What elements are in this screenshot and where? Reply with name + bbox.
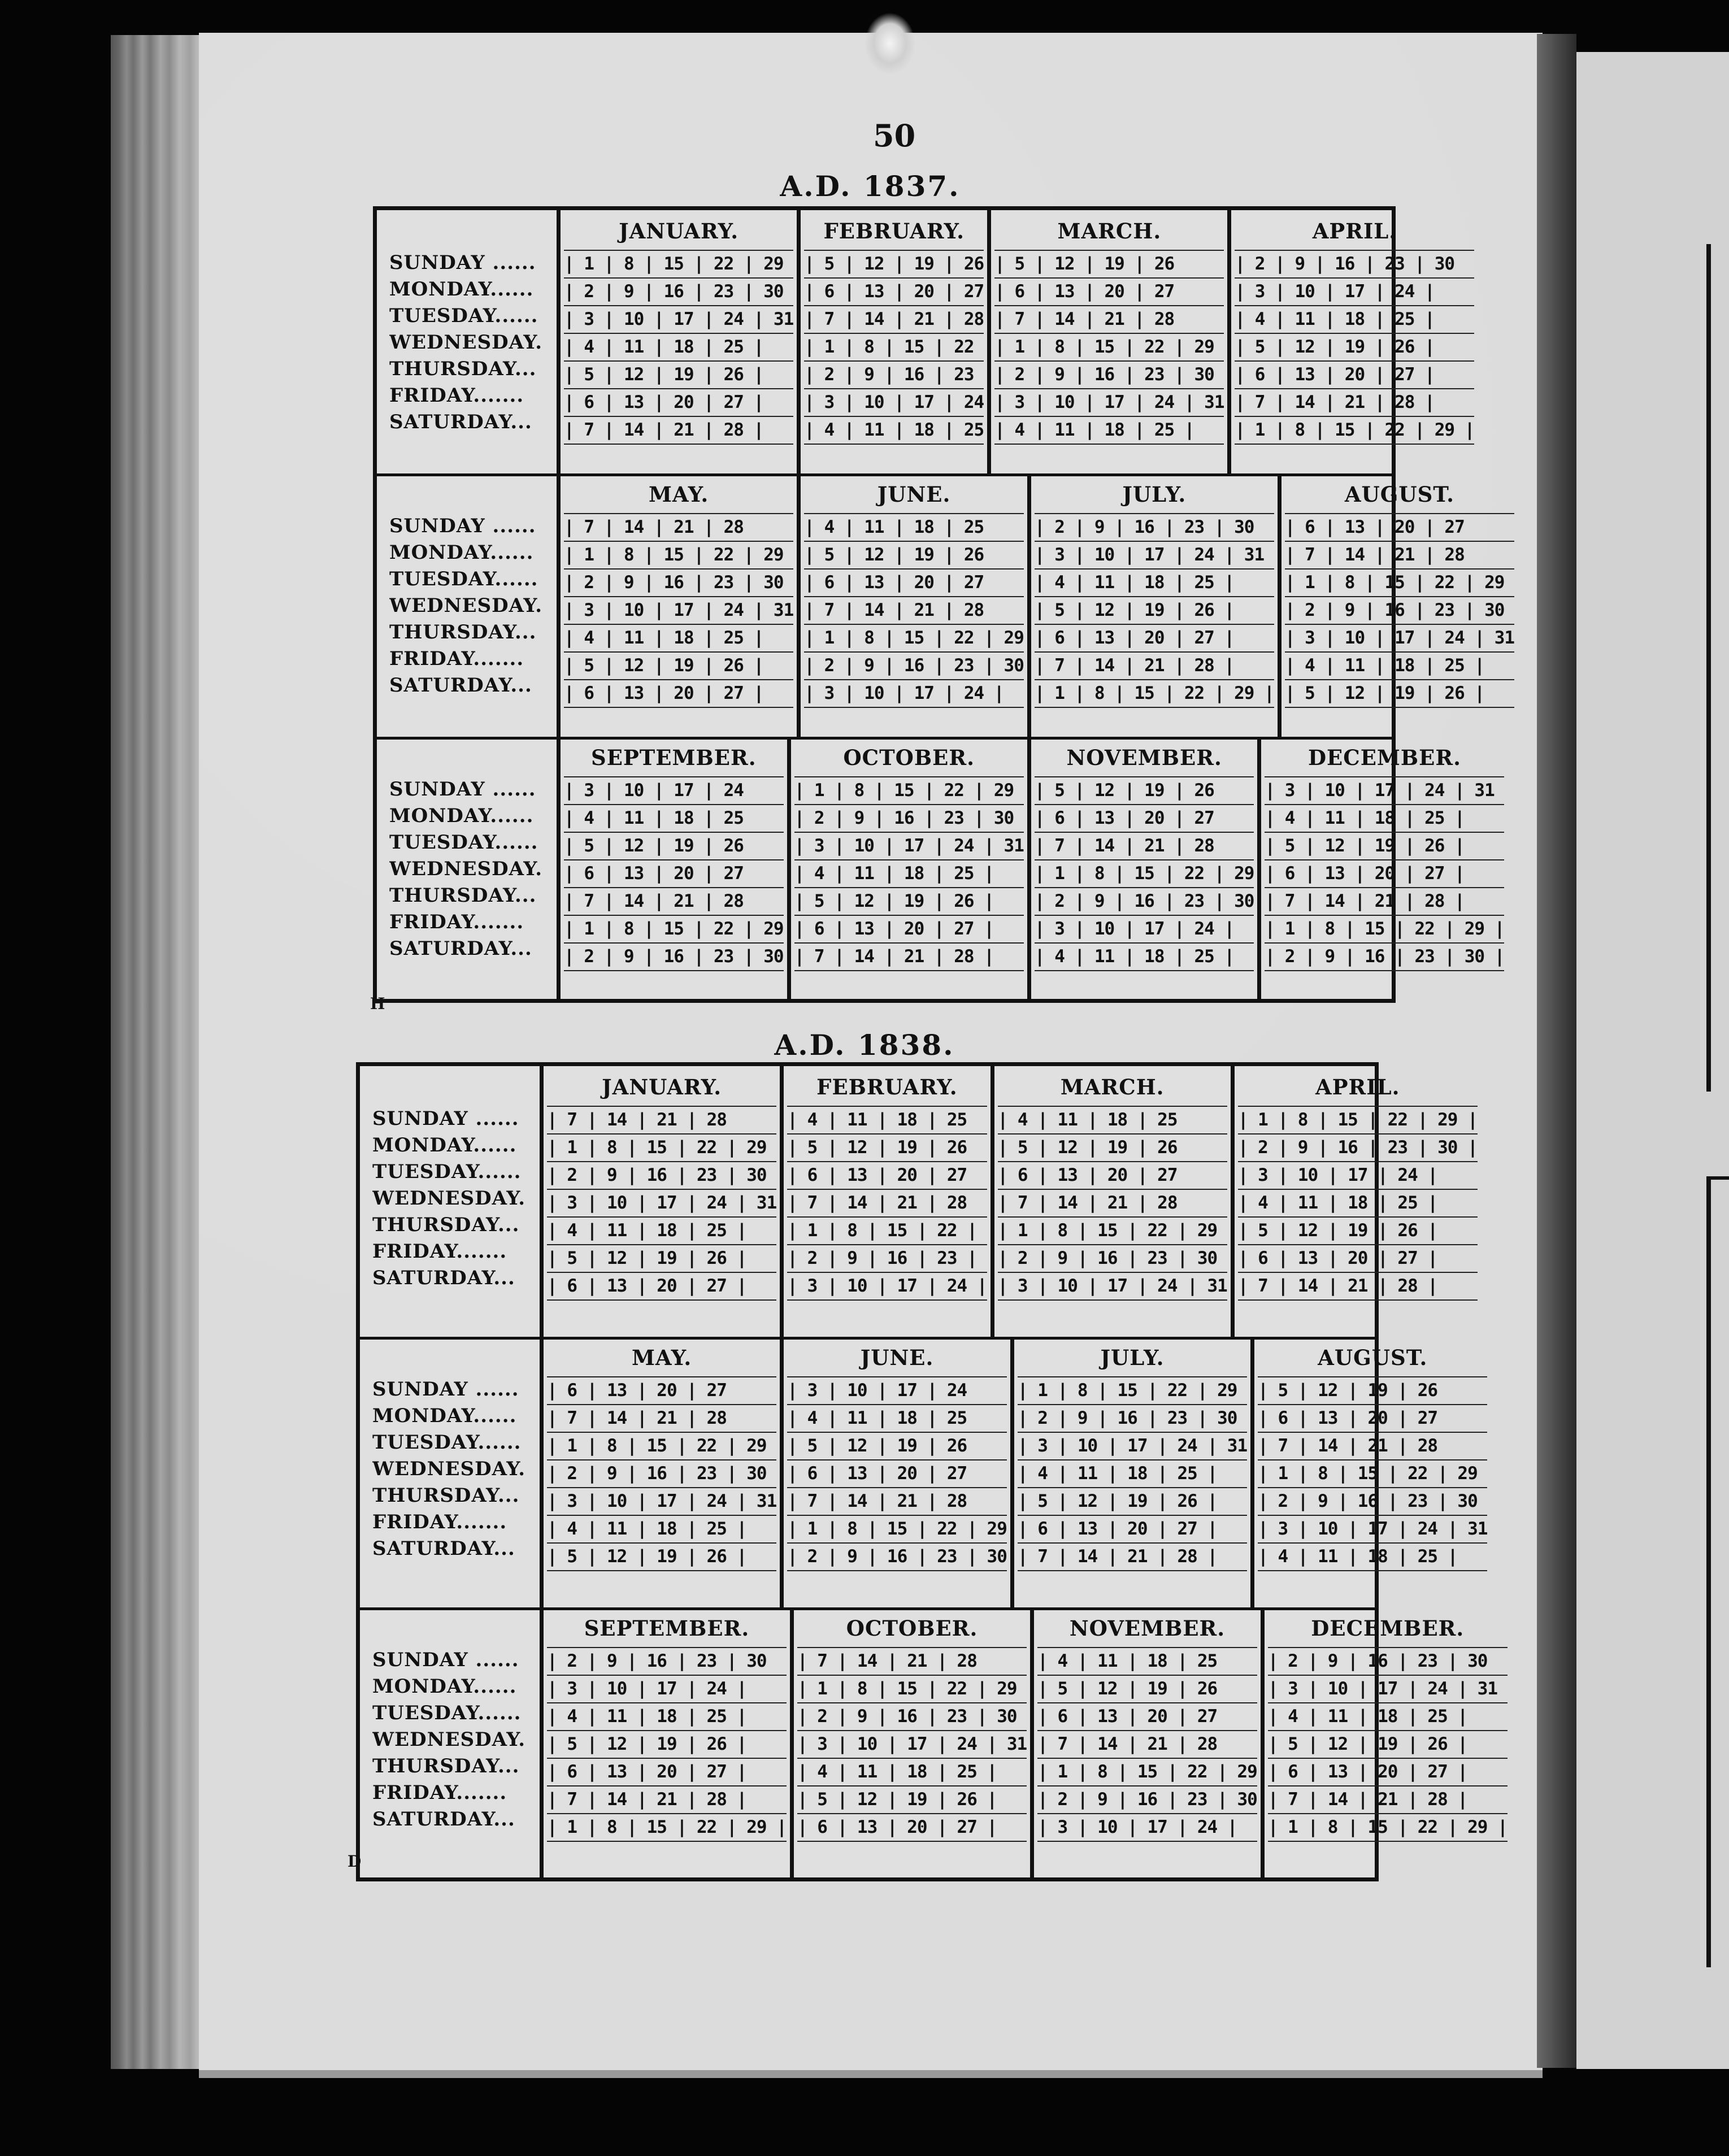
day-name: WEDNESDAY. <box>389 594 543 617</box>
month-name: JANUARY. <box>602 1075 722 1099</box>
day-name: WEDNESDAY. <box>389 331 543 354</box>
date-line: | 1 | 8 | 15 | 22 | 29 <box>564 915 784 942</box>
date-line: | 4 | 11 | 18 | 25 | <box>547 1702 787 1730</box>
date-line: | 1 | 8 | 15 | 22 | <box>787 1216 987 1244</box>
month-name: SEPTEMBER. <box>591 745 757 770</box>
date-line: | 3 | 10 | 17 | 24 | <box>547 1675 787 1702</box>
month-name: SEPTEMBER. <box>584 1616 750 1641</box>
facing-page-rule <box>1706 1176 1711 1967</box>
day-name: FRIDAY....... <box>372 1781 507 1804</box>
month-block <box>780 1066 990 1337</box>
date-line: | 6 | 13 | 20 | 27 <box>1285 513 1514 541</box>
date-line: | 6 | 13 | 20 | 27 | <box>1268 1758 1508 1785</box>
date-line: | 6 | 13 | 20 | 27 | <box>1035 624 1274 651</box>
month-name: DECEMBER. <box>1311 1616 1465 1641</box>
month-block <box>1030 1607 1261 1878</box>
date-line: | 2 | 9 | 16 | 23 | 30 <box>1037 1785 1257 1813</box>
signature-mark: D <box>347 1852 362 1871</box>
date-line: | 5 | 12 | 19 | 26 | <box>564 360 793 388</box>
date-line: | 6 | 13 | 20 | 27 | <box>547 1758 787 1785</box>
date-line: | 4 | 11 | 18 | 25 | <box>1238 1189 1478 1216</box>
date-line: | 1 | 8 | 15 | 22 | 29 <box>1037 1758 1257 1785</box>
month-block <box>1261 1607 1511 1878</box>
date-line: | 1 | 8 | 15 | 22 | 29 | <box>1268 1813 1508 1842</box>
day-name: SUNDAY ...... <box>372 1649 519 1671</box>
date-line: | 3 | 10 | 17 | 24 | 31 <box>998 1272 1227 1301</box>
date-line: | 6 | 13 | 20 | 27 | <box>794 915 1024 942</box>
day-names-column <box>377 473 557 737</box>
day-name: TUESDAY...... <box>389 568 538 590</box>
month-block <box>1010 1337 1250 1607</box>
month-name: DECEMBER. <box>1307 745 1461 770</box>
date-line: | 6 | 13 | 20 | 27 | <box>564 388 793 416</box>
date-line: | 3 | 10 | 17 | 24 | 31 <box>564 305 793 333</box>
day-name: SATURDAY... <box>372 1267 515 1289</box>
calendar-row <box>377 473 1515 740</box>
day-name: SATURDAY... <box>389 674 532 697</box>
date-line: | 6 | 13 | 20 | 27 | <box>547 1272 776 1301</box>
month-block <box>987 210 1227 473</box>
date-line: | 7 | 14 | 21 | 28 | <box>1265 887 1504 915</box>
date-line: | 2 | 9 | 16 | 23 | 30 <box>1268 1647 1508 1675</box>
date-line: | 2 | 9 | 16 | 23 <box>804 360 984 388</box>
date-line: | 1 | 8 | 15 | 22 | 29 | <box>547 1813 787 1842</box>
day-name: THURSDAY... <box>372 1484 520 1507</box>
date-line: | 7 | 14 | 21 | 28 | <box>564 416 793 445</box>
date-line: | 7 | 14 | 21 | 28 <box>804 305 984 333</box>
date-line: | 4 | 11 | 18 | 25 | <box>994 416 1224 445</box>
date-line: | 3 | 10 | 17 | 24 | 31 <box>1018 1432 1247 1459</box>
day-name: SUNDAY ...... <box>372 1107 519 1130</box>
month-name: FEBRUARY. <box>816 1075 958 1099</box>
date-line: | 1 | 8 | 15 | 22 | 29 <box>797 1675 1027 1702</box>
date-line: | 7 | 14 | 21 | 28 | <box>1238 1272 1478 1301</box>
date-line: | 5 | 12 | 19 | 26 | <box>1018 1487 1247 1515</box>
date-line: | 3 | 10 | 17 | 24 | 31 <box>1258 1515 1487 1542</box>
facing-page-edge <box>1576 52 1729 2069</box>
date-line: | 5 | 12 | 19 | 26 <box>804 541 1024 568</box>
month-block <box>557 210 797 473</box>
date-line: | 5 | 12 | 19 | 26 <box>804 250 984 277</box>
date-line: | 4 | 11 | 18 | 25 <box>787 1404 1007 1432</box>
month-block <box>790 1607 1030 1878</box>
book-gutter <box>1537 34 1576 2068</box>
date-line: | 7 | 14 | 21 | 28 <box>1035 832 1254 859</box>
calendar-row <box>377 737 1505 1000</box>
date-line: | 6 | 13 | 20 | 27 <box>804 277 984 305</box>
month-block <box>991 1066 1231 1337</box>
date-line: | 4 | 11 | 18 | 25 | <box>1268 1702 1508 1730</box>
date-line: | 3 | 10 | 17 | 24 | <box>1035 915 1254 942</box>
date-line: | 2 | 9 | 16 | 23 | 30 <box>547 1647 787 1675</box>
month-name: MAY. <box>648 482 709 507</box>
facing-page-rule <box>1706 244 1711 1092</box>
date-line: | 5 | 12 | 19 | 26 | <box>547 1244 776 1272</box>
date-line: | 2 | 9 | 16 | 23 | 30 <box>547 1161 776 1189</box>
day-name: MONDAY...... <box>389 805 534 827</box>
date-line: | 1 | 8 | 15 | 22 | 29 <box>547 1133 776 1161</box>
month-block <box>787 737 1027 1000</box>
date-line: | 4 | 11 | 18 | 25 | <box>1285 651 1514 679</box>
date-line: | 3 | 10 | 17 | 24 | 31 <box>547 1487 776 1515</box>
date-line: | 6 | 13 | 20 | 27 | <box>1235 360 1474 388</box>
date-line: | 7 | 14 | 21 | 28 | <box>1018 1542 1247 1571</box>
date-line: | 5 | 12 | 19 | 26 <box>998 1133 1227 1161</box>
month-name: JANUARY. <box>619 219 739 244</box>
day-name: MONDAY...... <box>372 1134 517 1157</box>
day-name: WEDNESDAY. <box>372 1728 526 1751</box>
day-name: FRIDAY....... <box>389 911 524 933</box>
month-name: JUNE. <box>877 482 951 507</box>
month-name: MAY. <box>631 1345 692 1370</box>
date-line: | 5 | 12 | 19 | 26 | <box>797 1785 1027 1813</box>
date-line: | 5 | 12 | 19 | 26 | <box>1285 679 1514 708</box>
month-name: OCTOBER. <box>843 745 975 770</box>
date-line: | 5 | 12 | 19 | 26 | <box>547 1542 776 1571</box>
date-line: | 5 | 12 | 19 | 26 | <box>794 887 1024 915</box>
date-line: | 3 | 10 | 17 | 24 | 31 <box>1285 624 1514 651</box>
date-line: | 6 | 13 | 20 | 27 <box>994 277 1224 305</box>
date-line: | 2 | 9 | 16 | 23 | 30 <box>564 568 793 596</box>
signature-mark: H <box>370 994 385 1013</box>
day-name: TUESDAY...... <box>389 305 538 327</box>
date-line: | 5 | 12 | 19 | 26 | <box>1035 596 1274 624</box>
date-line: | 4 | 11 | 18 | 25 | <box>1035 568 1274 596</box>
month-name: OCTOBER. <box>846 1616 978 1641</box>
date-line: | 2 | 9 | 16 | 23 | 30 <box>1035 887 1254 915</box>
month-name: JULY. <box>1122 482 1187 507</box>
day-name: THURSDAY... <box>389 884 537 907</box>
month-block <box>1278 473 1518 737</box>
date-line: | 7 | 14 | 21 | 28 <box>998 1189 1227 1216</box>
date-line: | 7 | 14 | 21 | 28 <box>1285 541 1514 568</box>
calendar-1838 <box>356 1062 1508 1881</box>
month-block <box>1257 737 1508 1000</box>
date-line: | 7 | 14 | 21 | 28 <box>564 887 784 915</box>
date-line: | 7 | 14 | 21 | 28 <box>787 1189 987 1216</box>
day-name: TUESDAY...... <box>372 1160 522 1183</box>
day-name: TUESDAY...... <box>389 831 538 854</box>
date-line: | 4 | 11 | 18 | 25 | <box>564 624 793 651</box>
day-name: WEDNESDAY. <box>372 1458 526 1480</box>
date-line: | 2 | 9 | 16 | 23 | 30 <box>794 804 1024 832</box>
date-line: | 6 | 13 | 20 | 27 <box>787 1459 1007 1487</box>
date-line: | 6 | 13 | 20 | 27 | <box>1265 859 1504 887</box>
date-line: | 7 | 14 | 21 | 28 | <box>794 942 1024 971</box>
date-line: | 4 | 11 | 18 | 25 | <box>1035 942 1254 971</box>
date-line: | 5 | 12 | 19 | 26 <box>787 1133 987 1161</box>
date-line: | 6 | 13 | 20 | 27 <box>564 859 784 887</box>
date-line: | 1 | 8 | 15 | 22 | 29 | <box>1238 1106 1478 1133</box>
date-line: | 3 | 10 | 17 | 24 | 31 <box>994 388 1224 416</box>
date-line: | 4 | 11 | 18 | 25 | <box>1235 305 1474 333</box>
date-line: | 6 | 13 | 20 | 27 <box>787 1161 987 1189</box>
paper-damage-mark <box>864 12 915 75</box>
date-line: | 2 | 9 | 16 | 23 | 30 | <box>1265 942 1504 971</box>
date-line: | 6 | 13 | 20 | 27 <box>998 1161 1227 1189</box>
calendar-row <box>377 210 1475 476</box>
month-block <box>540 1066 780 1337</box>
date-line: | 1 | 8 | 15 | 22 | 29 | <box>1235 416 1474 445</box>
date-line: | 5 | 12 | 19 | 26 <box>564 832 784 859</box>
date-line: | 7 | 14 | 21 | 28 <box>547 1106 776 1133</box>
month-block <box>780 1337 1010 1607</box>
month-block <box>540 1607 790 1878</box>
month-name: JUNE. <box>860 1345 934 1370</box>
date-line: | 3 | 10 | 17 | 24 | 31 <box>1268 1675 1508 1702</box>
date-line: | 2 | 9 | 16 | 23 | 30 <box>1235 250 1474 277</box>
month-block <box>797 210 987 473</box>
date-line: | 7 | 14 | 21 | 28 <box>1037 1730 1257 1758</box>
date-line: | 4 | 11 | 18 | 25 | <box>547 1216 776 1244</box>
month-name: MARCH. <box>1057 219 1162 244</box>
month-name: AUGUST. <box>1344 482 1455 507</box>
date-line: | 1 | 8 | 15 | 22 | 29 <box>1285 568 1514 596</box>
date-line: | 3 | 10 | 17 | 24 <box>564 776 784 804</box>
date-line: | 3 | 10 | 17 | 24 | 31 <box>564 596 793 624</box>
day-name: TUESDAY...... <box>372 1431 522 1454</box>
date-line: | 2 | 9 | 16 | 23 | 30 <box>564 942 784 971</box>
date-line: | 6 | 13 | 20 | 27 <box>1035 804 1254 832</box>
date-line: | 2 | 9 | 16 | 23 | 30 | <box>1238 1133 1478 1161</box>
month-name: MARCH. <box>1060 1075 1165 1099</box>
date-line: | 4 | 11 | 18 | 25 | <box>547 1515 776 1542</box>
day-name: TUESDAY...... <box>372 1702 522 1724</box>
date-line: | 4 | 11 | 18 | 25 <box>564 804 784 832</box>
day-names-column <box>377 737 557 1000</box>
date-line: | 1 | 8 | 15 | 22 | 29 | <box>1265 915 1504 942</box>
date-line: | 1 | 8 | 15 | 22 | 29 <box>564 250 793 277</box>
day-name: THURSDAY... <box>372 1214 520 1236</box>
page-number: 50 <box>873 118 916 154</box>
date-line: | 1 | 8 | 15 | 22 <box>804 333 984 360</box>
date-line: | 6 | 13 | 20 | 27 | <box>797 1813 1027 1842</box>
year-title-1837: A.D. 1837. <box>780 169 961 203</box>
day-name: WEDNESDAY. <box>389 858 543 880</box>
date-line: | 5 | 12 | 19 | 26 | <box>1235 333 1474 360</box>
date-line: | 2 | 9 | 16 | 23 | 30 <box>564 277 793 305</box>
date-line: | 5 | 12 | 19 | 26 <box>1258 1376 1487 1404</box>
date-line: | 5 | 12 | 19 | 26 <box>994 250 1224 277</box>
day-name: SUNDAY ...... <box>372 1378 519 1401</box>
day-name: SATURDAY... <box>389 937 532 960</box>
day-name: FRIDAY....... <box>372 1240 507 1263</box>
day-name: SATURDAY... <box>372 1537 515 1560</box>
facing-page-rule <box>1706 1176 1729 1180</box>
date-line: | 3 | 10 | 17 | 24 | 31 <box>547 1189 776 1216</box>
date-line: | 3 | 10 | 17 | 24 <box>804 388 984 416</box>
month-name: APRIL. <box>1315 1075 1400 1099</box>
date-line: | 2 | 9 | 16 | 23 | 30 <box>787 1542 1007 1571</box>
date-line: | 1 | 8 | 15 | 22 | 29 <box>804 624 1024 651</box>
date-line: | 1 | 8 | 15 | 22 | 29 <box>547 1432 776 1459</box>
month-block <box>557 737 787 1000</box>
date-line: | 3 | 10 | 17 | 24 | 31 <box>794 832 1024 859</box>
day-name: THURSDAY... <box>389 358 537 380</box>
date-line: | 5 | 12 | 19 | 26 | <box>1268 1730 1508 1758</box>
date-line: | 4 | 11 | 18 | 25 | <box>1258 1542 1487 1571</box>
month-name: JULY. <box>1100 1345 1165 1370</box>
date-line: | 4 | 11 | 18 | 25 <box>998 1106 1227 1133</box>
month-block <box>557 473 797 737</box>
date-line: | 4 | 11 | 18 | 25 <box>787 1106 987 1133</box>
calendar-row <box>360 1607 1508 1878</box>
day-name: SUNDAY ...... <box>389 515 536 537</box>
month-name: FEBRUARY. <box>823 219 965 244</box>
date-line: | 2 | 9 | 16 | 23 | 30 <box>1285 596 1514 624</box>
date-line: | 4 | 11 | 18 | 25 | <box>564 333 793 360</box>
date-line: | 1 | 8 | 15 | 22 | 29 <box>1018 1376 1247 1404</box>
calendar-row <box>360 1337 1488 1610</box>
day-name: THURSDAY... <box>389 621 537 644</box>
day-name: MONDAY...... <box>389 541 534 564</box>
date-line: | 7 | 14 | 21 | 28 <box>994 305 1224 333</box>
date-line: | 7 | 14 | 21 | 28 | <box>1268 1785 1508 1813</box>
day-name: FRIDAY....... <box>389 384 524 407</box>
day-name: SATURDAY... <box>372 1808 515 1831</box>
date-line: | 2 | 9 | 16 | 23 | 30 <box>998 1244 1227 1272</box>
month-name: NOVEMBER. <box>1069 1616 1226 1641</box>
day-name: MONDAY...... <box>372 1675 517 1698</box>
date-line: | 7 | 14 | 21 | 28 | <box>547 1785 787 1813</box>
date-line: | 2 | 9 | 16 | 23 | 30 <box>1258 1487 1487 1515</box>
day-name: FRIDAY....... <box>389 647 524 670</box>
date-line: | 2 | 9 | 16 | 23 | <box>787 1244 987 1272</box>
month-block <box>1250 1337 1491 1607</box>
date-line: | 1 | 8 | 15 | 22 | 29 <box>794 776 1024 804</box>
month-block <box>1231 1066 1481 1337</box>
date-line: | 6 | 13 | 20 | 27 | <box>1238 1244 1478 1272</box>
date-line: | 5 | 12 | 19 | 26 | <box>564 651 793 679</box>
day-names-column <box>360 1337 540 1607</box>
date-line: | 1 | 8 | 15 | 22 | 29 <box>1035 859 1254 887</box>
date-line: | 2 | 9 | 16 | 23 | 30 <box>804 651 1024 679</box>
date-line: | 4 | 11 | 18 | 25 | <box>794 859 1024 887</box>
date-line: | 3 | 10 | 17 | 24 | <box>1235 277 1474 305</box>
month-block <box>797 473 1027 737</box>
date-line: | 4 | 11 | 18 | 25 <box>804 513 1024 541</box>
date-line: | 7 | 14 | 21 | 28 <box>1258 1432 1487 1459</box>
date-line: | 2 | 9 | 16 | 23 | 30 <box>994 360 1224 388</box>
day-name: MONDAY...... <box>389 278 534 301</box>
day-name: SUNDAY ...... <box>389 251 536 274</box>
date-line: | 4 | 11 | 18 | 25 | <box>797 1758 1027 1785</box>
date-line: | 1 | 8 | 15 | 22 | 29 <box>1258 1459 1487 1487</box>
month-block <box>1027 737 1258 1000</box>
date-line: | 7 | 14 | 21 | 28 <box>564 513 793 541</box>
date-line: | 3 | 10 | 17 | 24 | <box>804 679 1024 708</box>
date-line: | 3 | 10 | 17 | 24 | <box>1037 1813 1257 1842</box>
day-name: THURSDAY... <box>372 1755 520 1777</box>
month-name: AUGUST. <box>1318 1345 1428 1370</box>
date-line: | 7 | 14 | 21 | 28 <box>797 1647 1027 1675</box>
date-line: | 7 | 14 | 21 | 28 | <box>1235 388 1474 416</box>
date-line: | 6 | 13 | 20 | 27 | <box>1018 1515 1247 1542</box>
date-line: | 3 | 10 | 17 | 24 | <box>787 1272 987 1301</box>
calendar-1837 <box>373 206 1515 1003</box>
day-name: SATURDAY... <box>389 411 532 433</box>
date-line: | 1 | 8 | 15 | 22 | 29 <box>998 1216 1227 1244</box>
year-title-1838: A.D. 1838. <box>774 1028 955 1062</box>
month-name: APRIL. <box>1312 219 1397 244</box>
date-line: | 1 | 8 | 15 | 22 | 29 | <box>1035 679 1274 708</box>
date-line: | 6 | 13 | 20 | 27 <box>1258 1404 1487 1432</box>
day-name: WEDNESDAY. <box>372 1187 526 1210</box>
date-line: | 7 | 14 | 21 | 28 | <box>1035 651 1274 679</box>
date-line: | 2 | 9 | 16 | 23 | 30 <box>797 1702 1027 1730</box>
date-line: | 5 | 12 | 19 | 26 | <box>1238 1216 1478 1244</box>
date-line: | 3 | 10 | 17 | 24 <box>787 1376 1007 1404</box>
day-names-column <box>360 1607 540 1878</box>
date-line: | 1 | 8 | 15 | 22 | 29 <box>787 1515 1007 1542</box>
date-line: | 6 | 13 | 20 | 27 <box>1037 1702 1257 1730</box>
day-names-column <box>360 1066 540 1337</box>
date-line: | 3 | 10 | 17 | 24 | <box>1238 1161 1478 1189</box>
month-block <box>540 1337 780 1607</box>
date-line: | 2 | 9 | 16 | 23 | 30 <box>1035 513 1274 541</box>
date-line: | 4 | 11 | 18 | 25 | <box>1265 804 1504 832</box>
date-line: | 1 | 8 | 15 | 22 | 29 <box>994 333 1224 360</box>
date-line: | 2 | 9 | 16 | 23 | 30 <box>1018 1404 1247 1432</box>
day-name: FRIDAY....... <box>372 1511 507 1533</box>
date-line: | 4 | 11 | 18 | 25 <box>1037 1647 1257 1675</box>
day-name: MONDAY...... <box>372 1405 517 1427</box>
date-line: | 4 | 11 | 18 | 25 | <box>1018 1459 1247 1487</box>
month-name: NOVEMBER. <box>1066 745 1222 770</box>
date-line: | 5 | 12 | 19 | 26 | <box>547 1730 787 1758</box>
date-line: | 1 | 8 | 15 | 22 | 29 <box>564 541 793 568</box>
date-line: | 2 | 9 | 16 | 23 | 30 <box>547 1459 776 1487</box>
date-line: | 5 | 12 | 19 | 26 <box>787 1432 1007 1459</box>
date-line: | 7 | 14 | 21 | 28 <box>547 1404 776 1432</box>
calendar-row <box>360 1066 1478 1340</box>
month-block <box>1227 210 1478 473</box>
date-line: | 5 | 12 | 19 | 26 <box>1037 1675 1257 1702</box>
day-name: SUNDAY ...... <box>389 778 536 801</box>
date-line: | 6 | 13 | 20 | 27 | <box>564 679 793 708</box>
date-line: | 3 | 10 | 17 | 24 | 31 <box>1265 776 1504 804</box>
date-line: | 7 | 14 | 21 | 28 <box>787 1487 1007 1515</box>
month-block <box>1027 473 1278 737</box>
date-line: | 4 | 11 | 18 | 25 <box>804 416 984 445</box>
date-line: | 3 | 10 | 17 | 24 | 31 <box>797 1730 1027 1758</box>
date-line: | 5 | 12 | 19 | 26 | <box>1265 832 1504 859</box>
date-line: | 7 | 14 | 21 | 28 <box>804 596 1024 624</box>
date-line: | 3 | 10 | 17 | 24 | 31 <box>1035 541 1274 568</box>
date-line: | 6 | 13 | 20 | 27 <box>804 568 1024 596</box>
day-names-column <box>377 210 557 473</box>
date-line: | 6 | 13 | 20 | 27 <box>547 1376 776 1404</box>
date-line: | 5 | 12 | 19 | 26 <box>1035 776 1254 804</box>
